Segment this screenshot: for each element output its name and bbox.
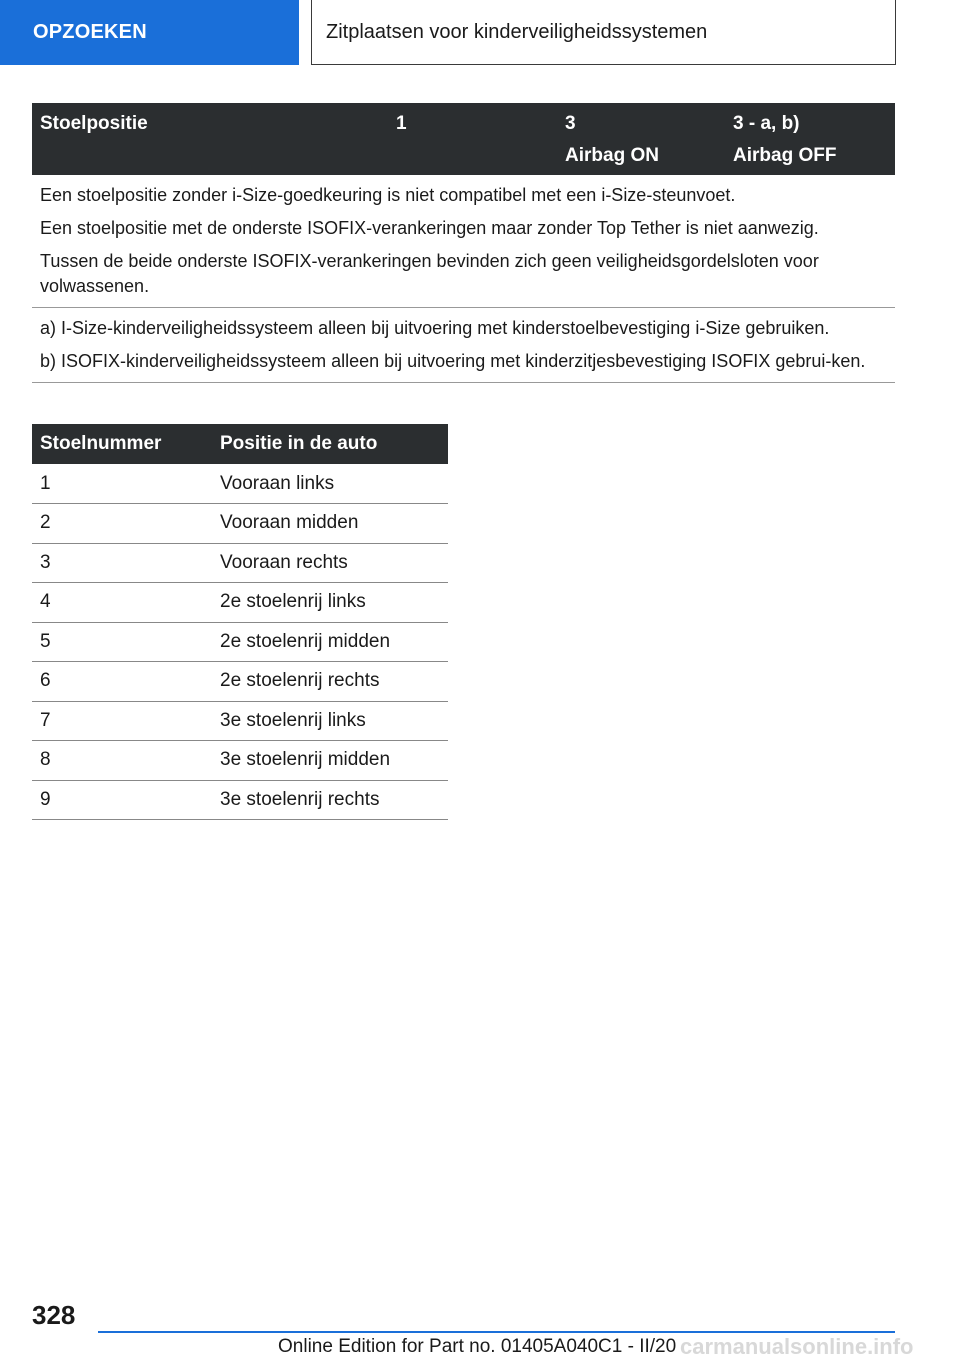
chapter-title: Zitplaatsen voor kinderveiligheidssystemen bbox=[311, 0, 896, 65]
table-row bbox=[32, 622, 448, 662]
seat-number-table bbox=[32, 424, 448, 820]
table-row bbox=[32, 701, 448, 741]
header-seat-1: 1 bbox=[396, 113, 407, 134]
seat-number: 9 bbox=[32, 780, 212, 820]
note-text: Tussen de beide onderste ISOFIX-verankeringen bevinden zich geen veiligheidsgordelsloten voor volwassenen. bbox=[40, 251, 819, 296]
seat-number: 3 bbox=[32, 543, 212, 583]
header-positie: Positie in de auto bbox=[212, 424, 448, 464]
seat-number: 8 bbox=[32, 741, 212, 781]
table-row bbox=[32, 583, 448, 623]
table-notes bbox=[32, 175, 895, 308]
seat-position: Vooraan links bbox=[212, 464, 448, 504]
table-row bbox=[32, 464, 448, 504]
table-row bbox=[32, 780, 448, 820]
seat-position-table-header bbox=[32, 103, 895, 175]
footer-divider bbox=[98, 1331, 895, 1333]
header-airbag-on: Airbag ON bbox=[565, 145, 659, 166]
table-row bbox=[32, 504, 448, 544]
table-header-row bbox=[32, 424, 448, 464]
seat-number: 7 bbox=[32, 701, 212, 741]
seat-number: 2 bbox=[32, 504, 212, 544]
table-row bbox=[32, 543, 448, 583]
table-row bbox=[32, 662, 448, 702]
seat-position: Vooraan rechts bbox=[212, 543, 448, 583]
header-seat-3-ab: 3 - a, b) bbox=[733, 113, 800, 134]
footer-edition: Online Edition for Part no. 01405A040C1 - II/20 bbox=[278, 1336, 677, 1357]
header-stoelpositie: Stoelpositie bbox=[40, 113, 148, 134]
note-text: Een stoelpositie met de onderste ISOFIX-verankeringen maar zonder Top Tether is niet aanwezig. bbox=[40, 218, 819, 238]
seat-position: 3e stoelenrij rechts bbox=[212, 780, 448, 820]
footnote-a: a) I-Size-kinderveiligheidssysteem alleen bij uitvoering met kinderstoelbevestiging i-Size gebruiken. bbox=[40, 318, 830, 338]
watermark: carmanualsonline.info bbox=[680, 1334, 914, 1359]
seat-position: 3e stoelenrij links bbox=[212, 701, 448, 741]
header-airbag-off: Airbag OFF bbox=[733, 145, 837, 166]
table-row bbox=[32, 741, 448, 781]
footnote-b: b) ISOFIX-kinderveiligheidssysteem alleen bij uitvoering met kinderzitjesbevestiging ISOFIX gebrui-ken. bbox=[40, 351, 866, 371]
seat-number: 6 bbox=[32, 662, 212, 702]
table-footnotes bbox=[32, 308, 895, 383]
note-text: Een stoelpositie zonder i-Size-goedkeuring is niet compatibel met een i-Size-steunvoet. bbox=[40, 185, 736, 205]
header-section-tab[interactable]: OPZOEKEN bbox=[0, 0, 299, 65]
seat-number: 4 bbox=[32, 583, 212, 623]
seat-position: Vooraan midden bbox=[212, 504, 448, 544]
seat-position: 2e stoelenrij rechts bbox=[212, 662, 448, 702]
seat-position-table bbox=[32, 103, 895, 383]
page-number: 328 bbox=[32, 1300, 76, 1330]
seat-number: 5 bbox=[32, 622, 212, 662]
header-seat-3: 3 bbox=[565, 113, 576, 134]
seat-position: 2e stoelenrij links bbox=[212, 583, 448, 623]
header-stoelnummer: Stoelnummer bbox=[32, 424, 212, 464]
seat-position: 2e stoelenrij midden bbox=[212, 622, 448, 662]
seat-position: 3e stoelenrij midden bbox=[212, 741, 448, 781]
seat-number: 1 bbox=[32, 464, 212, 504]
